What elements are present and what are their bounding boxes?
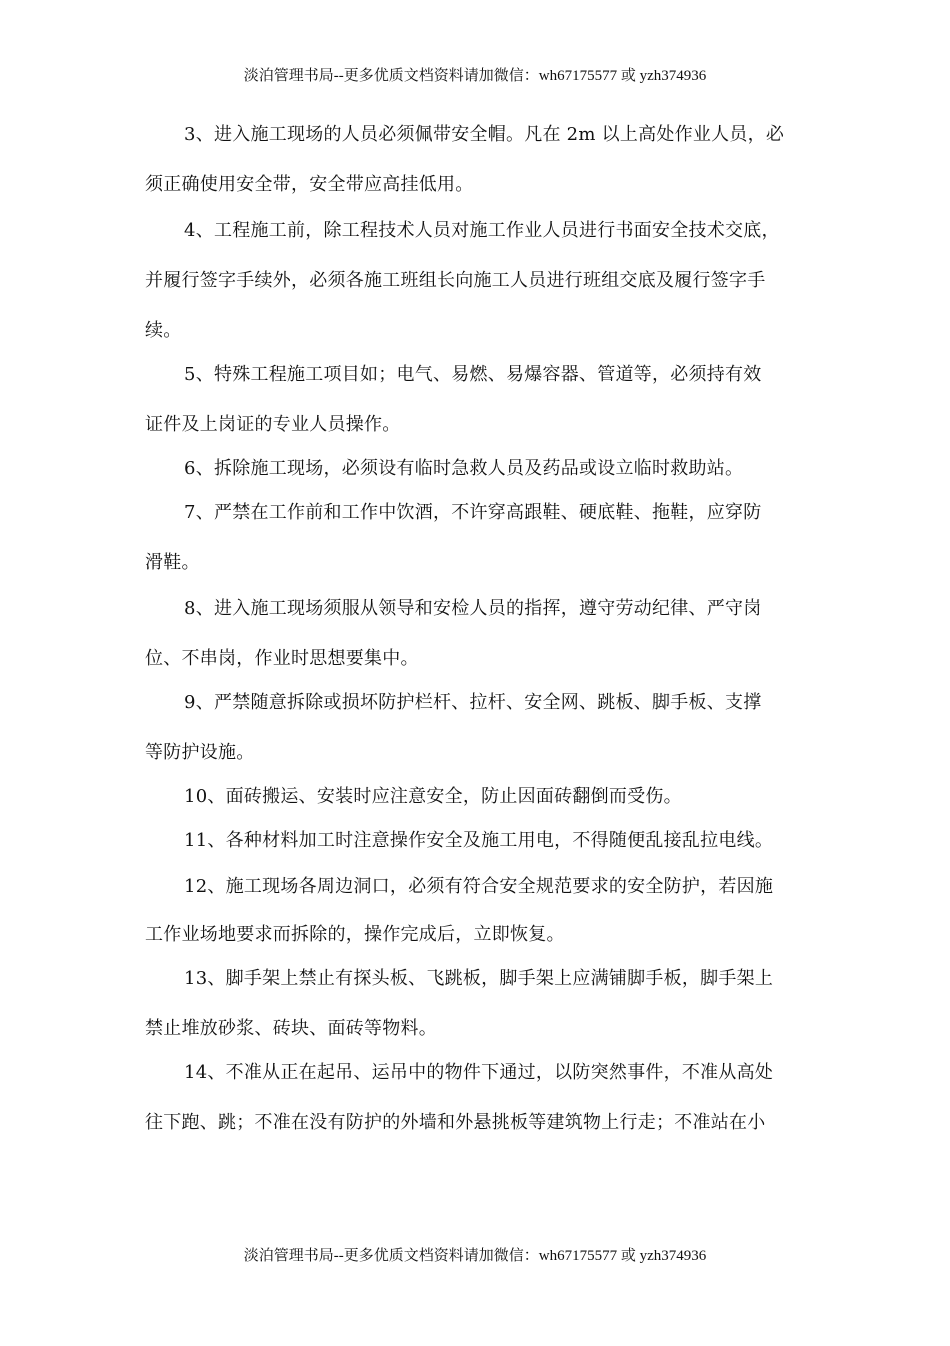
- text-line: 须正确使用安全带，安全带应高挂低用。: [145, 174, 474, 195]
- text-line: 禁止堆放砂浆、砖块、面砖等物料。: [145, 1018, 437, 1039]
- page-header: 淡泊管理书局--更多优质文档资料请加微信：wh67175577 或 yzh374936: [243, 68, 707, 84]
- text-line: 6、拆除施工现场，必须设有临时急救人员及药品或设立临时救助站。: [184, 458, 744, 479]
- text-line: 并履行签字手续外，必须各施工班组长向施工人员进行班组交底及履行签字手: [145, 270, 766, 291]
- text-line: 往下跑、跳；不准在没有防护的外墙和外悬挑板等建筑物上行走；不准站在小: [145, 1112, 766, 1133]
- text-line: 位、不串岗，作业时思想要集中。: [145, 648, 419, 669]
- text-line: 7、严禁在工作前和工作中饮酒，不许穿高跟鞋、硬底鞋、拖鞋，应穿防: [184, 502, 762, 523]
- text-line: 3、进入施工现场的人员必须佩带安全帽。凡在 2m 以上高处作业人员，必: [184, 124, 785, 145]
- text-line: 13、脚手架上禁止有探头板、飞跳板，脚手架上应满铺脚手板，脚手架上: [184, 968, 774, 989]
- text-line: 等防护设施。: [145, 742, 255, 763]
- text-line: 滑鞋。: [145, 552, 200, 573]
- text-line: 工作业场地要求而拆除的，操作完成后，立即恢复。: [145, 924, 565, 945]
- text-line: 11、各种材料加工时注意操作安全及施工用电，不得随便乱接乱拉电线。: [184, 830, 774, 851]
- text-line: 14、不准从正在起吊、运吊中的物件下通过，以防突然事件，不准从高处: [184, 1062, 774, 1083]
- text-line: 5、特殊工程施工项目如；电气、易燃、易爆容器、管道等，必须持有效: [184, 364, 762, 385]
- text-line: 12、施工现场各周边洞口，必须有符合安全规范要求的安全防护，若因施: [184, 876, 774, 897]
- text-line: 续。: [145, 320, 182, 341]
- text-line: 4、工程施工前，除工程技术人员对施工作业人员进行书面安全技术交底，: [184, 220, 780, 241]
- text-line: 9、严禁随意拆除或损坏防护栏杆、拉杆、安全网、跳板、脚手板、支撑: [184, 692, 762, 713]
- page-footer: 淡泊管理书局--更多优质文档资料请加微信：wh67175577 或 yzh374936: [243, 1248, 707, 1264]
- text-line: 8、进入施工现场须服从领导和安检人员的指挥，遵守劳动纪律、严守岗: [184, 598, 762, 619]
- text-line: 10、面砖搬运、安装时应注意安全，防止因面砖翻倒而受伤。: [184, 786, 682, 807]
- text-line: 证件及上岗证的专业人员操作。: [145, 414, 401, 435]
